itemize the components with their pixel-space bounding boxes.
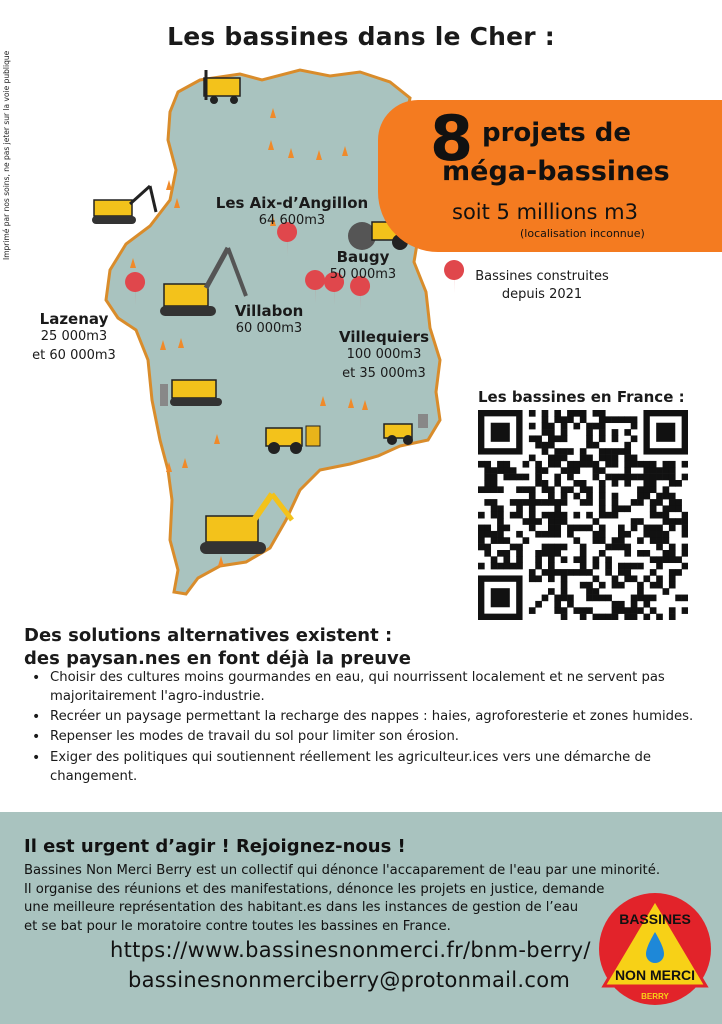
place-name: Baugy xyxy=(336,248,390,266)
list-item: • Recréer un paysage permettant la recharge des nappes : haies, agroforesterie et zones humides. xyxy=(30,707,700,726)
place-volume: 100 000m3 xyxy=(346,347,422,362)
legend-line-2: depuis 2021 xyxy=(501,287,583,303)
place-volume: 64 600m3 xyxy=(258,213,326,228)
place-name: Les Aix-d’Angillon xyxy=(215,194,369,212)
place-label xyxy=(332,328,436,384)
qr-code-graphic xyxy=(478,410,688,620)
alternatives-title-line-1: Des solutions alternatives existent : xyxy=(24,625,393,646)
banner-line-2: méga-bassines xyxy=(442,156,670,187)
description-line: Il organise des réunions et des manifestations, dénonce les projets en justice, demande xyxy=(24,881,605,897)
alternatives-title-line-2: des paysan.nes en font déjà la preuve xyxy=(24,648,411,670)
logo-bottom-text: NON MERCI xyxy=(614,967,696,983)
logo-top-text: BASSINES xyxy=(619,911,691,927)
banner-line-3: soit 5 millions m3 xyxy=(452,200,638,224)
banner-line-1: projets de xyxy=(482,118,632,148)
place-name: Villabon xyxy=(234,302,304,320)
print-notice: Imprimé par nos soins, ne pas jeter sur la voie publique xyxy=(2,50,11,260)
excavator-icon xyxy=(92,186,156,224)
pin-legend xyxy=(472,268,612,304)
qr-code[interactable] xyxy=(478,410,688,620)
place-volume: 60 000m3 xyxy=(235,321,303,336)
projects-count: 8 xyxy=(430,102,474,175)
place-label xyxy=(318,248,408,285)
page-title: Les bassines dans le Cher : xyxy=(167,22,555,51)
place-label xyxy=(224,302,314,339)
place-name: Villequiers xyxy=(339,328,429,346)
email-link[interactable]: bassinesnonmerciberry@protonmail.com xyxy=(128,968,571,992)
website-link[interactable]: https://www.bassinesnonmerci.fr/bnm-berry/ xyxy=(110,938,591,962)
place-label xyxy=(24,310,124,366)
logo-sub-text: BERRY xyxy=(641,992,669,1001)
projects-banner xyxy=(378,100,722,252)
alternatives-list xyxy=(30,668,700,787)
description-line: Bassines Non Merci Berry est un collectif qui dénonce l'accaparement de l'eau par une minorité. xyxy=(24,863,661,878)
legend-line-1: Bassines construites xyxy=(475,269,609,284)
alternatives-title xyxy=(24,624,411,671)
bassines-non-merci-logo xyxy=(596,890,714,1008)
description-line: et se bat pour le moratoire contre toutes les bassines en France. xyxy=(24,919,451,935)
place-label xyxy=(212,194,372,231)
place-volume: 50 000m3 xyxy=(329,267,397,282)
banner-line-4: (localisation inconnue) xyxy=(520,227,645,240)
place-volume-2: et 35 000m3 xyxy=(342,365,426,381)
place-name: Lazenay xyxy=(39,310,109,328)
list-item: • Repenser les modes de travail du sol pour limiter son érosion. xyxy=(30,727,700,746)
qr-title: Les bassines en France : xyxy=(478,388,685,406)
call-to-action: Il est urgent d’agir ! Rejoignez-nous ! xyxy=(24,836,406,857)
list-item: • Exiger des politiques qui soutiennent réellement les agriculteur.ices vers une démarche de changement. xyxy=(30,748,700,786)
description-line: une meilleure représentation des habitant.es dans les instances de gestion de l’eau xyxy=(24,900,579,916)
list-item: • Choisir des cultures moins gourmandes en eau, qui nourrissent localement et ne servent pas majoritairement l'agro-industrie. xyxy=(30,668,700,706)
place-volume: 25 000m3 xyxy=(40,329,108,344)
place-volume-2: et 60 000m3 xyxy=(32,347,116,363)
